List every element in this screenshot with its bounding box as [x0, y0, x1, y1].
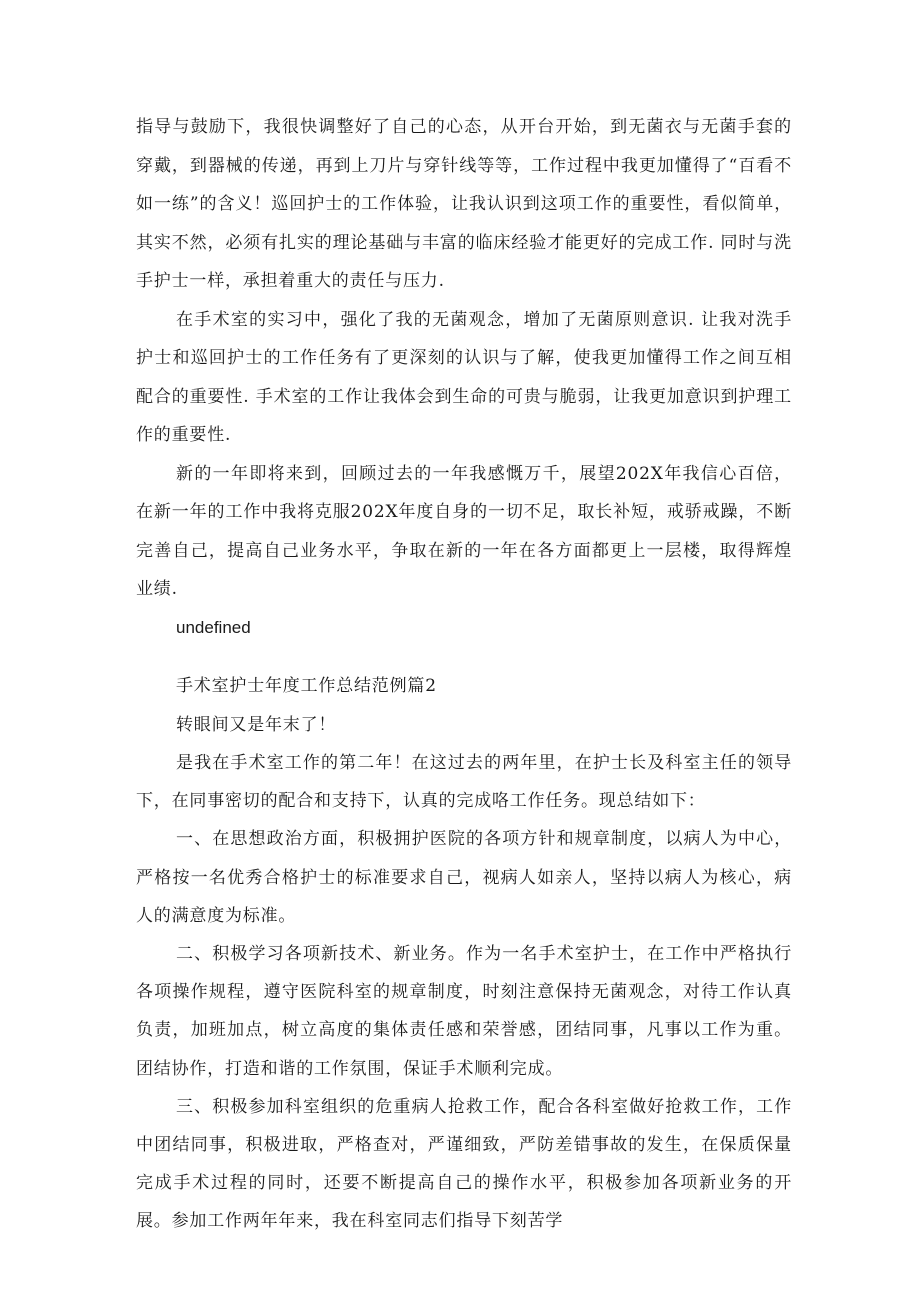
paragraph-3: 新的一年即将来到，回顾过去的一年我感慨万千，展望202X年我信心百倍，在新一年的工作中我将克服202X年度自身的一切不足，取长补短，戒骄戒躁，不断完善自己，提高自己业务水平，争取在新的一年在各方面都更上一层楼，取得辉煌业绩. [136, 463, 792, 599]
undefined-text: undefined [176, 617, 251, 637]
section-2-body [136, 744, 792, 1241]
paragraph-point-2: 二、积极学习各项新技术、新业务。作为一名手术室护士，在工作中严格执行各项操作规程，遵守医院科室的规章制度，时刻注意保持无菌观念，对待工作认真负责，加班加点，树立高度的集体责任感和荣誉感，团结同事，凡事以工作为重。团结协作，打造和谐的工作氛围，保证手术顺利完成。 [136, 944, 792, 1079]
paragraph-1: 指导与鼓励下，我很快调整好了自己的心态，从开台开始，到无菌衣与无菌手套的穿戴，到器械的传递，再到上刀片与穿针线等等，工作过程中我更加懂得了“百看不如一练”的含义！巡回护士的工作体验，让我认识到这项工作的重要性，看似简单，其实不然，必须有扎实的理论基础与丰富的临床经验才能更好的完成工作. 同时与洗手护士一样，承担着重大的责任与压力. [136, 117, 792, 291]
paragraph-point-3: 三、积极参加科室组织的危重病人抢救工作，配合各科室做好抢救工作，工作中团结同事，积极进取，严格查对，严谨细致，严防差错事故的发生，在保质保量完成手术过程的同时，还要不断提高自己的操作水平，积极参加各项新业务的开展。参加工作两年年来，我在科室同志们指导下刻苦学 [136, 1096, 792, 1232]
paragraph-point-1: 一、在思想政治方面，积极拥护医院的各项方针和规章制度，以病人为中心，严格按一名优秀合格护士的标准要求自己，视病人如亲人，坚持以病人为核心，病人的满意度为标准。 [136, 829, 792, 926]
paragraph-2: 在手术室的实习中，强化了我的无菌观念，增加了无菌原则意识. 让我对洗手护士和巡回护士的工作任务有了更深刻的认识与了解，使我更加懂得工作之间互相配合的重要性. 手术室的工作让我体会到生命的可贵与脆弱，让我更加意识到护理工作的重要性. [136, 309, 792, 445]
section-2-lead: 转眼间又是年末了！ [176, 714, 337, 735]
paragraph-intro: 是我在手术室工作的第二年！在这过去的两年里，在护士长及科室主任的领导下，在同事密切的配合和支持下，认真的完成咯工作任务。现总结如下： [136, 753, 792, 812]
document-body [136, 108, 792, 1241]
section-2-title: 手术室护士年度工作总结范例篇2 [176, 676, 437, 696]
section-spacer [136, 647, 792, 667]
